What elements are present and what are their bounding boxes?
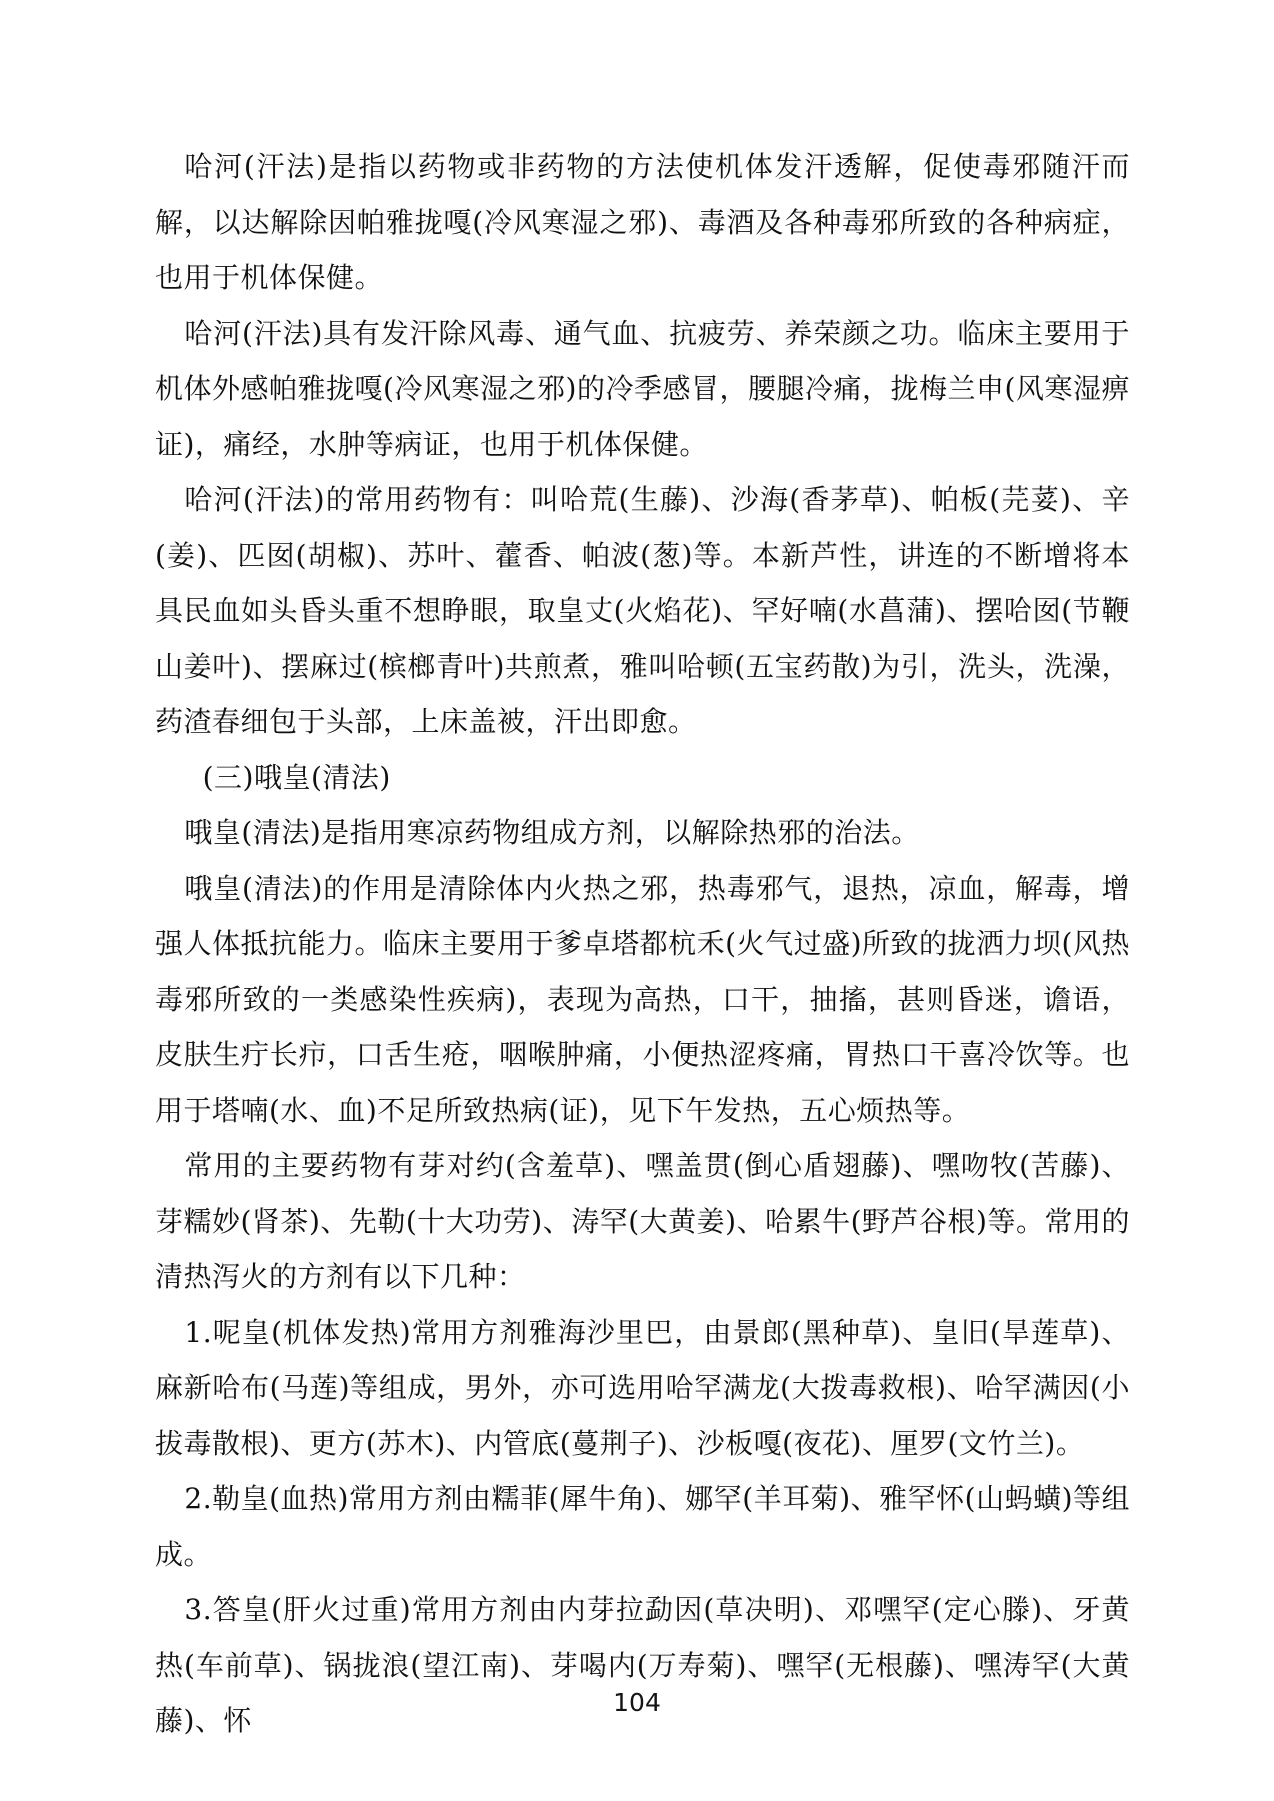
page-body-text: [155, 139, 1130, 1749]
paragraph-clearing-method-herbs: 常用的主要药物有芽对约(含羞草)、嘿盖贯(倒心盾翅藤)、嘿吻牧(苦藤)、芽糯妙(肾茶)、先勒(十大功劳)、涛罕(大黄姜)、哈累牛(野芦谷根)等。常用的清热泻火的方剂有以下几种：: [155, 1149, 1130, 1293]
paragraph-sweat-method-functions: 哈河(汗法)具有发汗除风毒、通气血、抗疲劳、养荣颜之功。临床主要用于机体外感帕雅拢嘎(冷风寒湿之邪)的冷季感冒，腰腿冷痛，拢梅兰申(风寒湿痹证)，痛经，水肿等病证，也用于机体保健。: [155, 316, 1130, 461]
page-number: 104: [613, 1688, 661, 1717]
list-item-3-liver-fire-formula: 3.答皇(肝火过重)常用方剂由内芽拉勐因(草决明)、邓嘿罕(定心滕)、牙黄热(车前草)、锅拢浪(望江南)、芽喝内(万寿菊)、嘿罕(无根藤)、嘿涛罕(大黄藤)、怀: [155, 1593, 1130, 1737]
paragraph-clearing-method-functions: 哦皇(清法)的作用是清除体内火热之邪，热毒邪气，退热，凉血，解毒，增强人体抵抗能力。临床主要用于爹卓塔都杭禾(火气过盛)所致的拢洒力坝(风热毒邪所致的一类感染性疾病)，表现为高热，口干，抽搐，甚则昏迷，谵语，皮肤生疔长疖，口舌生疮，咽喉肿痛，小便热涩疼痛，胃热口干喜冷饮等。也用于塔喃(水、血)不足所致热病(证)，见下午发热，五心烦热等。: [155, 871, 1130, 1127]
list-item-1-body-fever-formula: 1.呢皇(机体发热)常用方剂雅海沙里巴，由景郎(黑种草)、皇旧(旱莲草)、麻新哈布(马莲)等组成，男外，亦可选用哈罕满龙(大拨毒救根)、哈罕满因(小拔毒散根)、更方(苏木)、内管底(蔓荆子)、沙板嘎(夜花)、厘罗(文竹兰)。: [155, 1315, 1130, 1460]
paragraph-sweat-method-herbs: 哈河(汗法)的常用药物有：叫哈荒(生藤)、沙海(香茅草)、帕板(芫荽)、辛(姜)、匹囡(胡椒)、苏叶、藿香、帕波(葱)等。本新芦性，讲连的不断增将本具民血如头昏头重不想睁眼，取皇丈(火焰花)、罕好喃(水菖蒲)、摆哈囡(节鞭山姜叶)、摆麻过(槟榔青叶)共煎煮，雅叫哈顿(五宝药散)为引，洗头，洗澡，药渣春细包于头部，上床盖被，汗出即愈。: [155, 483, 1130, 738]
section-heading-clearing-method: (三)哦皇(清法): [202, 760, 391, 794]
paragraph-sweat-method-definition: 哈河(汗法)是指以药物或非药物的方法使机体发汗透解，促使毒邪随汗而解，以达解除因帕雅拢嘎(冷风寒湿之邪)、毒酒及各种毒邪所致的各种病症，也用于机体保健。: [155, 150, 1130, 294]
paragraph-clearing-method-definition: 哦皇(清法)是指用寒凉药物组成方剂，以解除热邪的治法。: [184, 816, 920, 849]
list-item-2-blood-heat-formula: 2.勒皇(血热)常用方剂由糯菲(犀牛角)、娜罕(羊耳菊)、雅罕怀(山蚂蟥)等组成。: [155, 1482, 1130, 1571]
